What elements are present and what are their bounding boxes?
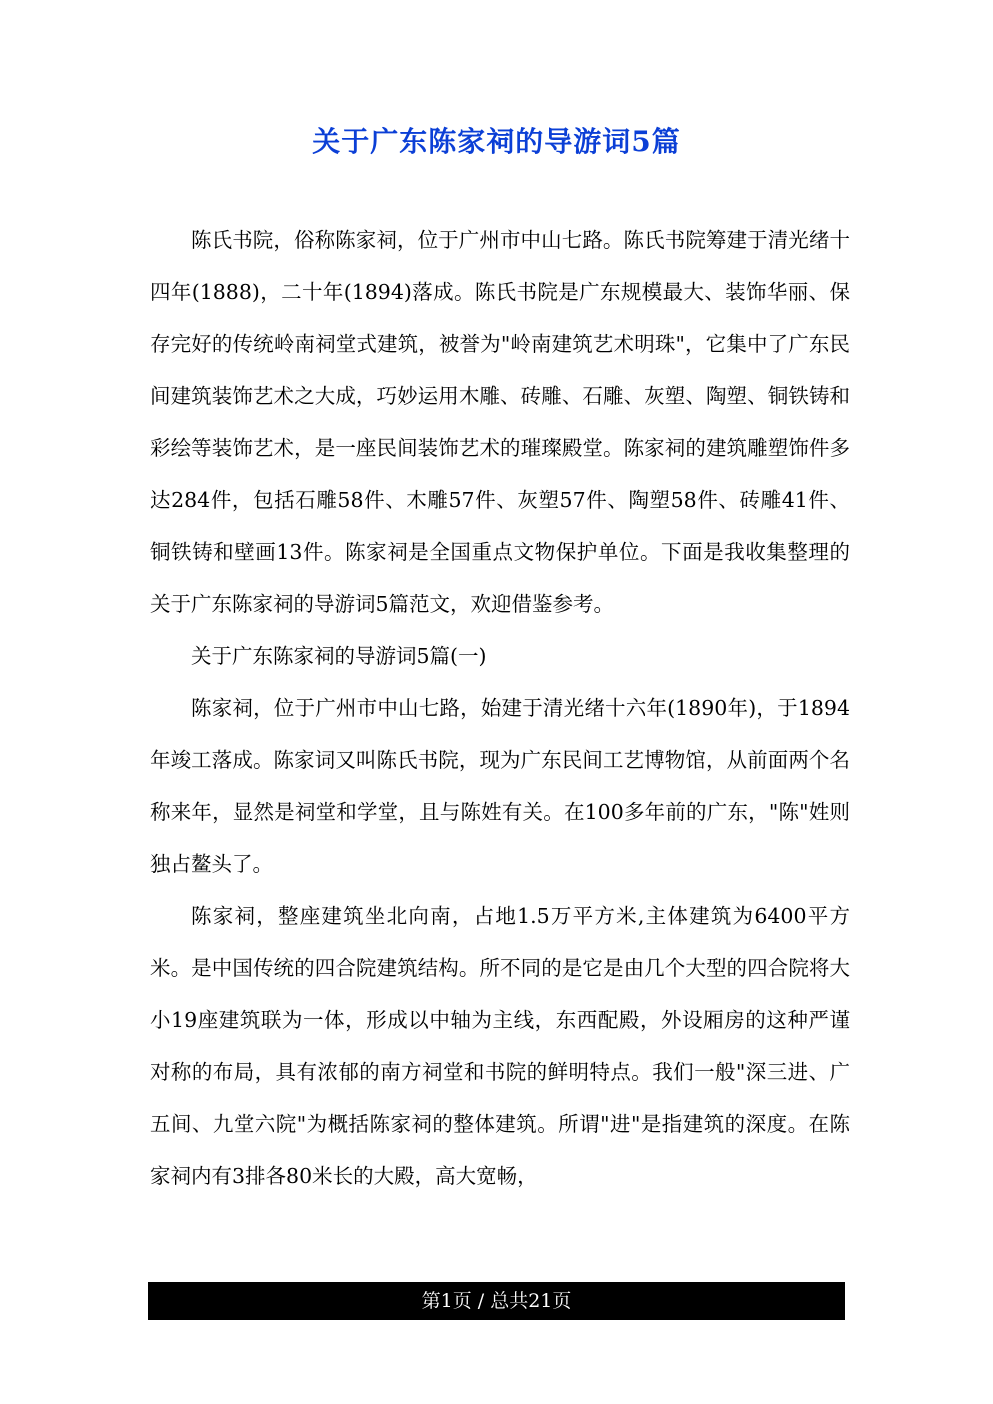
page-footer: 第1页 / 总共21页 xyxy=(148,1282,845,1320)
paragraph-architecture: 陈家祠，整座建筑坐北向南，占地1.5万平方米,主体建筑为6400平方米。是中国传统的四合院建筑结构。所不同的是它是由几个大型的四合院将大小19座建筑联为一体，形成以中轴为主线，东西配殿，外设厢房的这种严谨对称的布局，具有浓郁的南方祠堂和书院的鲜明特点。我们一般"深三进、广五间、九堂六院"为概括陈家祠的整体建筑。所谓"进"是指建筑的深度。在陈家祠内有3排各80米长的大殿，高大宽畅， xyxy=(150,904,850,1188)
section-heading: 关于广东陈家祠的导游词5篇(一) xyxy=(191,644,487,668)
page-title: 关于广东陈家祠的导游词5篇 xyxy=(312,125,681,158)
paragraph-intro: 陈氏书院，俗称陈家祠，位于广州市中山七路。陈氏书院筹建于清光绪十四年(1888)，二十年(1894)落成。陈氏书院是广东规模最大、装饰华丽、保存完好的传统岭南祠堂式建筑，被誉为"岭南建筑艺术明珠"，它集中了广东民间建筑装饰艺术之大成，巧妙运用木雕、砖雕、石雕、灰塑、陶塑、铜铁铸和彩绘等装饰艺术，是一座民间装饰艺术的璀璨殿堂。陈家祠的建筑雕塑饰件多达284件，包括石雕58件、木雕57件、灰塑57件、陶塑58件、砖雕41件、铜铁铸和壁画13件。陈家祠是全国重点文物保护单位。下面是我收集整理的关于广东陈家祠的导游词5篇范文，欢迎借鉴参考。 xyxy=(150,228,850,616)
document-body xyxy=(150,214,850,1202)
paragraph-history: 陈家祠，位于广州市中山七路，始建于清光绪十六年(1890年)，于1894年竣工落成。陈家词又叫陈氏书院，现为广东民间工艺博物馆，从前面两个名称来年，显然是祠堂和学堂，且与陈姓有关。在100多年前的广东，"陈"姓则独占鳌头了。 xyxy=(150,696,850,876)
